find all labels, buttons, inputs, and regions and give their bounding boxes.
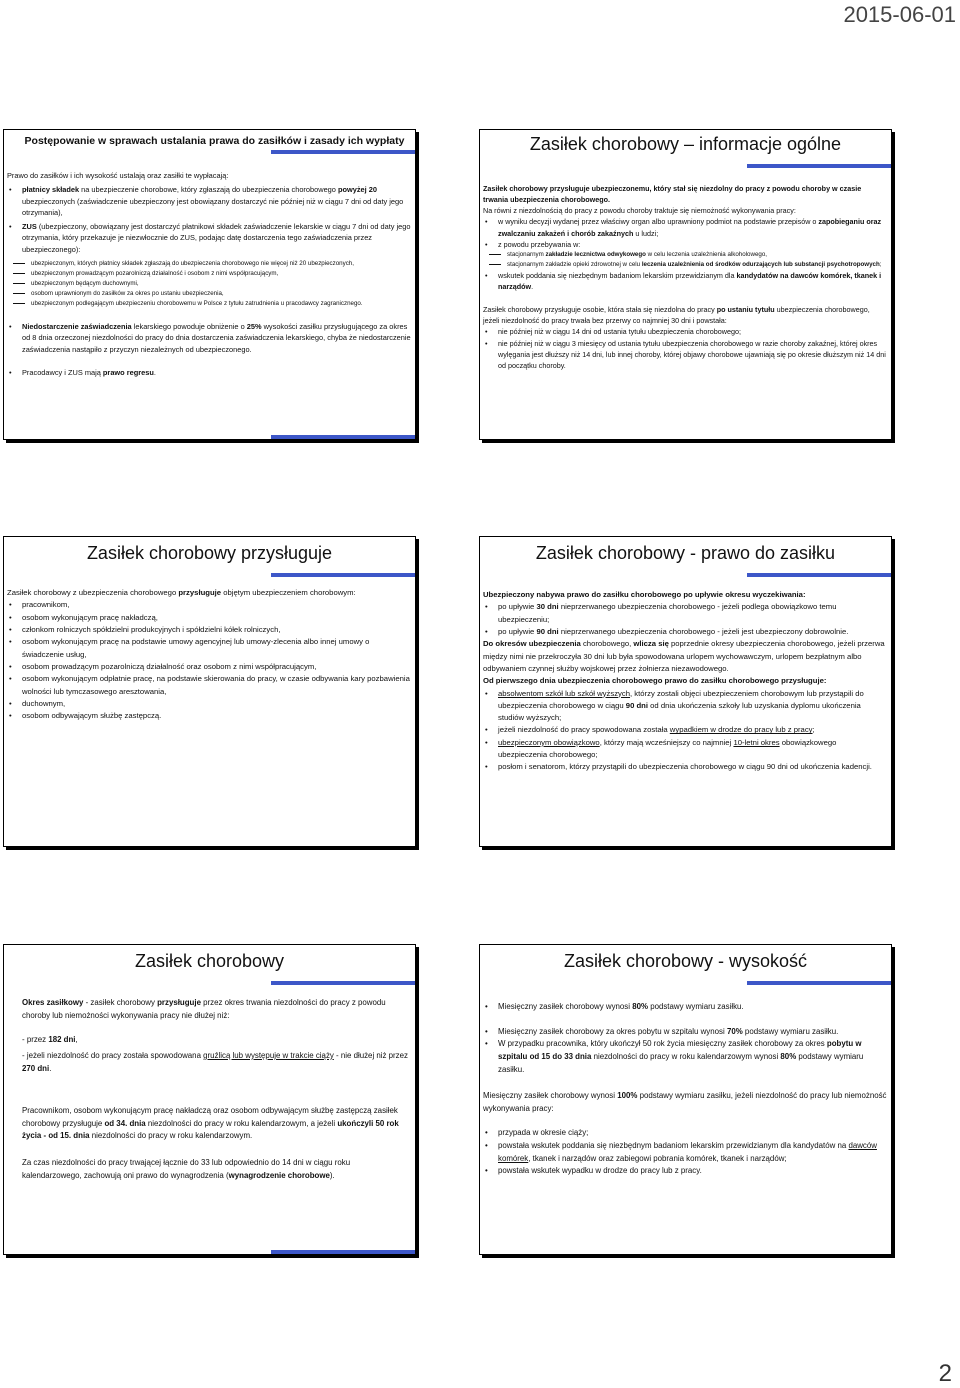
slide-body bbox=[22, 997, 411, 1182]
list-item: • duchownym, bbox=[7, 698, 411, 710]
dash-item: stacjonarnym zakładzie opieki zdrowotnej w celu leczenia uzależnienia od środków odurzających lub substancji psychotropowych; bbox=[489, 260, 887, 270]
para-okres: Okres zasiłkowy - zasiłek chorobowy przysługuje przez okres trwania niezdolności do pracy z powodu choroby lub niemożności wykonywania pracy nie dłużej niż: bbox=[22, 998, 386, 1020]
slide-przysluguje bbox=[3, 536, 416, 847]
title-accent bbox=[4, 981, 415, 985]
dash-item: ubezpieczonym podlegającym ubezpieczeniu chorobowemu w Polsce z tytułu zatrudnienia u pracodawcy zagranicznego. bbox=[13, 299, 411, 309]
dash-item: ubezpieczonym prowadzącym pozarolniczą działalność i osobom z nimi współpracującym, bbox=[13, 269, 411, 279]
para-1: Zasiłek chorobowy przysługuje ubezpieczonemu, który stał się niezdolny do pracy z powodu choroby w czasie trwania ubezpieczenia chorobowego. bbox=[483, 184, 862, 205]
slide-title: Zasiłek chorobowy bbox=[134, 951, 285, 971]
bullet-poslowie: • posłom i senatorom, którzy przystąpili do ubezpieczenia chorobowego w ciągu 90 dni od ukończenia kadencji. bbox=[483, 761, 887, 773]
slide-title: Zasiłek chorobowy - prawo do zasiłku bbox=[535, 543, 836, 563]
bullet-niedostarczenie: • Niedostarczenie zaświadczenia lekarskiego powoduje obniżenie o 25% wysokości zasiłku przysługującego za okres od 8 dnia orzeczonej niezdolności do pracy do dnia dostarczenia zaświadczenia lekarskiego, chyba że niedostarczenie zaświadczenia nastąpiło z przyczyn niezależnych od ubezpieczonego. bbox=[7, 321, 411, 355]
list-item: • pracownikom, bbox=[7, 599, 411, 611]
bullet-dawcy: • powstała wskutek poddania się niezbędnym badaniom lekarskim przewidzianym dla kandydatów na dawców komórek, tkanek i narządów oraz zabiegowi pobrania komórek, tkanek i narządów; bbox=[483, 1140, 887, 1165]
slide-title: Zasiłek chorobowy przysługuje bbox=[86, 543, 333, 563]
title-accent bbox=[4, 573, 415, 577]
para-okresy: Do okresów ubezpieczenia chorobowego, wlicza się poprzednie okresy ubezpieczenia chorobowego, jeżeli przerwa między nimi nie przekroczyła 30 dni lub była spowodowana urlopem wychowawczym, urlopem bezpłatnym albo odbywaniem czynnej służby wojskowej przez żołnierza niezawodowego. bbox=[483, 639, 885, 673]
para-pracownikom: Pracownikom, osobom wykonującym pracę nakładczą oraz osobom odbywającym służbę zastępczą zasiłek chorobowy przysługuje od 34. dnia niezdolności do pracy w roku kalendarzowym, a jeżeli ukończyli 50 rok życia - od 15. dnia niezdolności do pracy w roku kalendarzowym. bbox=[22, 1106, 399, 1141]
slide-wysokosc bbox=[479, 944, 892, 1255]
title-accent bbox=[480, 573, 891, 577]
heading-wyczekiwanie: Ubezpieczony nabywa prawo do zasiłku chorobowego po upływie okresu wyczekiwania: bbox=[483, 590, 806, 599]
list-item: • osobom wykonującym odpłatnie pracę, na podstawie skierowania do pracy, w czasie odbywania kary pozbawienia wolności lub tymczasowego aresztowania, bbox=[7, 673, 411, 698]
para-2: Na równi z niezdolnością do pracy z powodu choroby traktuje się niemożność wykonywania pracy: bbox=[483, 206, 796, 216]
bullet-30-dni: • po upływie 30 dni nieprzerwanego ubezpieczenia chorobowego - jeżeli podlega obowiązkowo temu ubezpieczeniu; bbox=[483, 601, 887, 626]
dash-item: ubezpieczonym, których płatnicy składek zgłaszają do ubezpieczenia chorobowego nie więcej niż 20 ubezpieczonych, bbox=[13, 259, 411, 269]
slide-body bbox=[483, 183, 887, 371]
bullet-decyzja: • w wyniku decyzji wydanej przez właściwy organ albo uprawniony podmiot na podstawie przepisów o zapobieganiu oraz zwalczaniu zakażeń i chorób zakaźnych u ludzi; bbox=[483, 216, 887, 238]
para-100: Miesięczny zasiłek chorobowy wynosi 100% podstawy wymiaru zasiłku, jeżeli niezdolność do pracy lub niemożność wykonywania pracy: bbox=[483, 1091, 887, 1113]
slide-body bbox=[7, 587, 411, 722]
list-item: • osobom wykonującym pracę nakładczą, bbox=[7, 612, 411, 624]
bullet-14-dni: • nie później niż w ciągu 14 dni od ustania tytułu ubezpieczenia chorobowego; bbox=[483, 326, 887, 337]
title-accent bbox=[4, 150, 415, 154]
para-1: Zasiłek chorobowy z ubezpieczenia chorobowego przysługuje objętym ubezpieczeniem chorobowym: bbox=[7, 588, 356, 597]
bullet-3-miesiace: • nie później niż w ciągu 3 miesięcy od ustania tytułu ubezpieczenia chorobowego w razie choroby zakaźnej, której okres wylęgania jest dłuższy niż 14 dni, lub innej choroby, której objawy chorobowe ujawniają się po okresie dłuższym niż 14 dni od początku choroby. bbox=[483, 338, 887, 371]
heading-pierwszy-dzien: Od pierwszego dnia ubezpieczenia chorobowego prawo do zasiłku chorobowego przysługuje: bbox=[483, 676, 827, 686]
bullet-absolwenci: • absolwentom szkół lub szkół wyższych, którzy zostali objęci ubezpieczeniem chorobowym lub przystąpili do ubezpieczenia chorobowego w ciągu 90 dni od dnia ukończenia szkoły lub uzyskania dyplomu ukończenia studiów wyższych; bbox=[483, 688, 887, 725]
dash-item: stacjonarnym zakładzie lecznictwa odwykowego w celu leczenia uzależnienia alkoholowego, bbox=[489, 250, 887, 260]
slide-title: Postępowanie w sprawach ustalania prawa do zasiłków i zasady ich wypłaty bbox=[24, 135, 405, 147]
bullet-przebywanie: • z powodu przebywania w: bbox=[483, 239, 887, 250]
slide-body bbox=[483, 589, 887, 774]
bullet-wypadek: • jeżeli niezdolność do pracy spowodowana została wypadkiem w drodze do pracy lub z pracy; bbox=[483, 724, 887, 736]
para-wynagrodzenie: Za czas niezdolności do pracy trwającej łącznie do 33 lub odpowiednio do 14 dni w ciągu roku kalendarzowego, zachowują oni prawo do wynagrodzenia (wynagrodzenie chorobowe). bbox=[22, 1158, 351, 1180]
header-date: 2015-06-01 bbox=[843, 2, 956, 27]
dash-item: osobom uprawnionym do zasiłków za okres po ustaniu ubezpieczenia, bbox=[13, 289, 411, 299]
slide-informacje-ogolne bbox=[479, 129, 892, 440]
bullet-50-rok: • W przypadku pracownika, który ukończył 50 rok życia miesięczny zasiłek chorobowy za okres pobytu w szpitalu od 15 do 33 dnia niezdolności do pracy w roku kalendarzowym wynosi 80% podstawy wymiaru zasiłku. bbox=[483, 1038, 887, 1076]
bullet-70: • Miesięczny zasiłek chorobowy za okres pobytu w szpitalu wynosi 70% podstawy wymiaru zasiłku. bbox=[483, 1026, 887, 1039]
slide-okres-zasilkowy bbox=[3, 944, 416, 1255]
bullet-zus: • ZUS (ubezpieczony, obowiązany jest dostarczyć płatnikowi składek zaświadczenie lekarskie w ciągu 7 dni od daty jego otrzymania, który przekazuje je niezwłocznie do ZUS, podając datę dostarczenia tego zaświadczenia przez ubezpieczonego): bbox=[7, 221, 411, 255]
title-accent bbox=[480, 981, 891, 985]
bullet-dawcy: • wskutek poddania się niezbędnym badaniom lekarskim przewidzianym dla kandydatów na dawców komórek, tkanek i narządów. bbox=[483, 270, 887, 292]
page-number: 2 bbox=[938, 1360, 952, 1387]
line-270: - jeżeli niezdolność do pracy została spowodowana gruźlicą lub występuje w trakcie ciąży - nie dłużej niż przez 270 dni. bbox=[22, 1050, 408, 1073]
list-item: • osobom prowadzącym pozarolniczą działalność oraz osobom z nimi współpracującym, bbox=[7, 661, 411, 673]
bullet-wypadek: • powstała wskutek wypadku w drodze do pracy lub z pracy. bbox=[483, 1165, 887, 1178]
bullet-80: • Miesięczny zasiłek chorobowy wynosi 80% podstawy wymiaru zasiłku. bbox=[483, 1001, 887, 1014]
list-item: • członkom rolniczych spółdzielni produkcyjnych i spółdzielni kółek rolniczych, bbox=[7, 624, 411, 636]
bullet-platnicy: • płatnicy składek na ubezpieczenie chorobowe, który zgłaszają do ubezpieczenia chorobowego powyżej 20 ubezpieczonych (zaświadczenie ubezpieczony jest obowiązany dostarczyć nie później niż w ciągu 7 dni od daty jego otrzymania), bbox=[7, 184, 411, 218]
list-item: • osobom wykonującym pracę na podstawie umowy agencyjnej lub umowy-zlecenia albo innej umowy o świadczenie usług, bbox=[7, 636, 411, 661]
slide-body bbox=[7, 170, 411, 379]
slide-title: Zasiłek chorobowy - wysokość bbox=[563, 951, 808, 971]
line-182: - przez 182 dni, bbox=[22, 1035, 78, 1045]
slide-body bbox=[483, 1001, 887, 1178]
intro-text: Prawo do zasiłków i ich wysokość ustalają oraz zasiłki te wypłacają: bbox=[7, 171, 229, 180]
list-item: • osobom odbywającym służbę zastępczą. bbox=[7, 710, 411, 722]
slide-title: Zasiłek chorobowy – informacje ogólne bbox=[529, 134, 842, 154]
para-3: Zasiłek chorobowy przysługuje osobie, która stała się niezdolna do pracy po ustaniu tytułu ubezpieczenia chorobowego, jeżeli niezdolność do pracy trwała bez przerwy co najmniej 30 dni i powstała: bbox=[483, 305, 870, 326]
bullet-ciaza: • przypada w okresie ciąży; bbox=[483, 1127, 887, 1140]
bottom-accent bbox=[271, 1250, 415, 1254]
bullet-90-dni: • po upływie 90 dni nieprzerwanego ubezpieczenia chorobowego - jeżeli jest ubezpieczony dobrowolnie. bbox=[483, 626, 887, 638]
bullet-obowiazkowo: • ubezpieczonym obowiązkowo, którzy mają wcześniejszy co najmniej 10-letni okres obowiązkowego ubezpieczenia chorobowego; bbox=[483, 737, 887, 762]
slide-postepowanie bbox=[3, 129, 416, 440]
bottom-accent bbox=[271, 435, 415, 439]
slide-prawo-do-zasilku bbox=[479, 536, 892, 847]
dash-item: ubezpieczonym będącym duchownymi, bbox=[13, 279, 411, 289]
title-accent bbox=[480, 164, 891, 168]
bullet-regres: • Pracodawcy i ZUS mają prawo regresu. bbox=[7, 367, 411, 378]
